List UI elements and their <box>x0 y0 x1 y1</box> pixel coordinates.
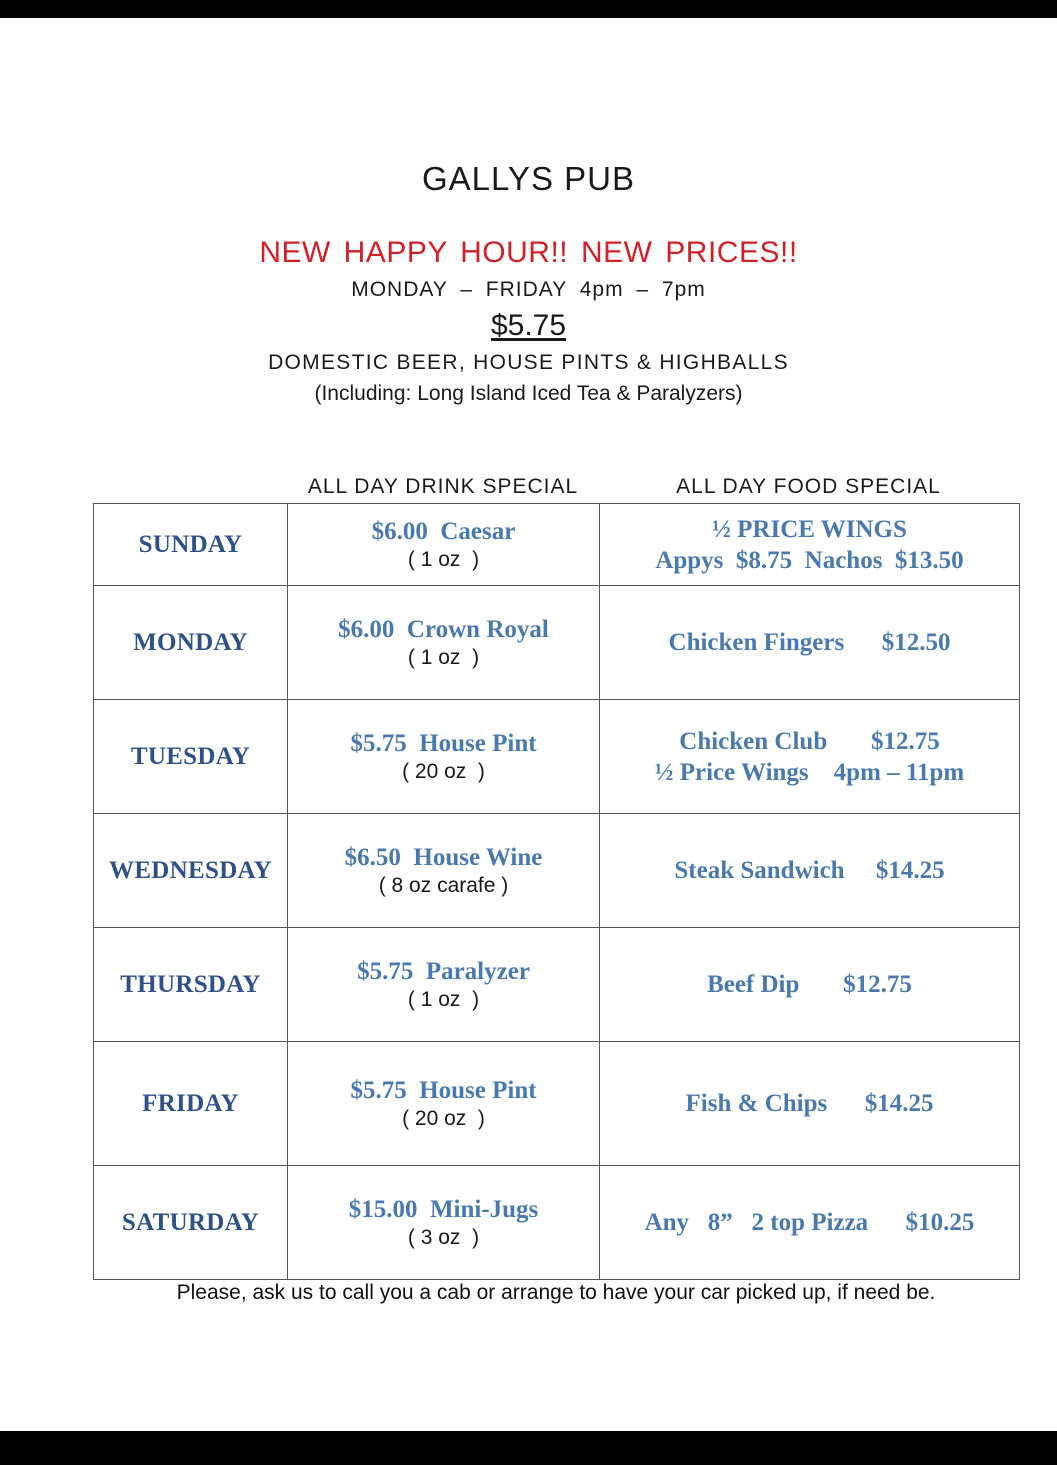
drink-size: ( 1 oz ) <box>407 988 480 1011</box>
drink-special: $6.00 Caesar <box>371 518 516 545</box>
drink-size: ( 8 oz carafe ) <box>378 874 509 897</box>
drink-cell <box>288 814 600 928</box>
food-special: Beef Dip $12.75 <box>707 971 912 998</box>
food-cell <box>600 814 1020 928</box>
happy-hour-headline: NEW HAPPY HOUR!! NEW PRICES!! <box>259 236 798 269</box>
food-special: Chicken Fingers $12.50 <box>668 629 951 656</box>
food-cell <box>600 586 1020 700</box>
food-cell <box>600 928 1020 1042</box>
food-cell <box>600 504 1020 586</box>
food-special: Fish & Chips $14.25 <box>685 1090 934 1117</box>
drink-special: $5.75 Paralyzer <box>357 958 530 985</box>
drink-special: $5.75 House Pint <box>350 730 537 757</box>
drink-size: ( 1 oz ) <box>407 548 480 571</box>
drink-special: $15.00 Mini-Jugs <box>348 1196 539 1223</box>
weekly-specials-table <box>93 503 1020 1280</box>
day-cell: MONDAY <box>94 586 288 700</box>
drink-size: ( 3 oz ) <box>407 1226 480 1249</box>
drink-cell <box>288 1042 600 1166</box>
table-row <box>94 504 1020 586</box>
happy-hour-price <box>0 309 1057 343</box>
drink-special: $6.50 House Wine <box>344 844 543 871</box>
food-special: ½ PRICE WINGS <box>712 515 907 543</box>
drink-cell <box>288 700 600 814</box>
drink-special: $6.00 Crown Royal <box>338 616 549 643</box>
drink-size: ( 20 oz ) <box>402 760 485 783</box>
table-row <box>94 928 1020 1042</box>
day-cell: SUNDAY <box>94 504 288 586</box>
drink-cell <box>288 1166 600 1280</box>
food-cell <box>600 700 1020 814</box>
day-cell: THURSDAY <box>94 928 288 1042</box>
happy-hour-days: MONDAY – FRIDAY 4pm – 7pm <box>351 278 706 301</box>
day-cell: FRIDAY <box>94 1042 288 1166</box>
drink-special-header: ALL DAY DRINK SPECIAL <box>307 475 579 498</box>
happy-hour-including: (Including: Long Island Iced Tea & Paralyzers) <box>314 382 743 405</box>
food-special: Chicken Club $12.75 <box>679 727 940 755</box>
top-black-bar <box>0 0 1057 18</box>
table-row <box>94 1042 1020 1166</box>
day-cell: WEDNESDAY <box>94 814 288 928</box>
food-special: Steak Sandwich $14.25 <box>674 857 945 884</box>
happy-hour-drinks: DOMESTIC BEER, HOUSE PINTS & HIGHBALLS <box>268 351 789 374</box>
table-row <box>94 586 1020 700</box>
day-cell: SATURDAY <box>94 1166 288 1280</box>
drink-special: $5.75 House Pint <box>350 1077 537 1104</box>
food-cell <box>600 1042 1020 1166</box>
drink-cell <box>288 586 600 700</box>
food-special-header: ALL DAY FOOD SPECIAL <box>676 475 941 498</box>
pub-name: GALLYS PUB <box>422 160 635 197</box>
safe-ride-note: Please, ask us to call you a cab or arrange to have your car picked up, if need be. <box>176 1281 936 1304</box>
table-row <box>94 1166 1020 1280</box>
drink-cell <box>288 504 600 586</box>
food-special: Any 8” 2 top Pizza $10.25 <box>644 1209 975 1236</box>
table-row <box>94 814 1020 928</box>
day-cell: TUESDAY <box>94 700 288 814</box>
drink-size: ( 1 oz ) <box>407 646 480 669</box>
food-special-line-2: Appys $8.75 Nachos $13.50 <box>655 546 964 574</box>
food-cell <box>600 1166 1020 1280</box>
food-special-line-2: ½ Price Wings 4pm – 11pm <box>654 758 965 786</box>
drink-size: ( 20 oz ) <box>402 1107 485 1130</box>
table-row <box>94 700 1020 814</box>
drink-cell <box>288 928 600 1042</box>
happy-hour-price-value: $5.75 <box>490 309 567 342</box>
bottom-black-bar <box>0 1431 1057 1465</box>
